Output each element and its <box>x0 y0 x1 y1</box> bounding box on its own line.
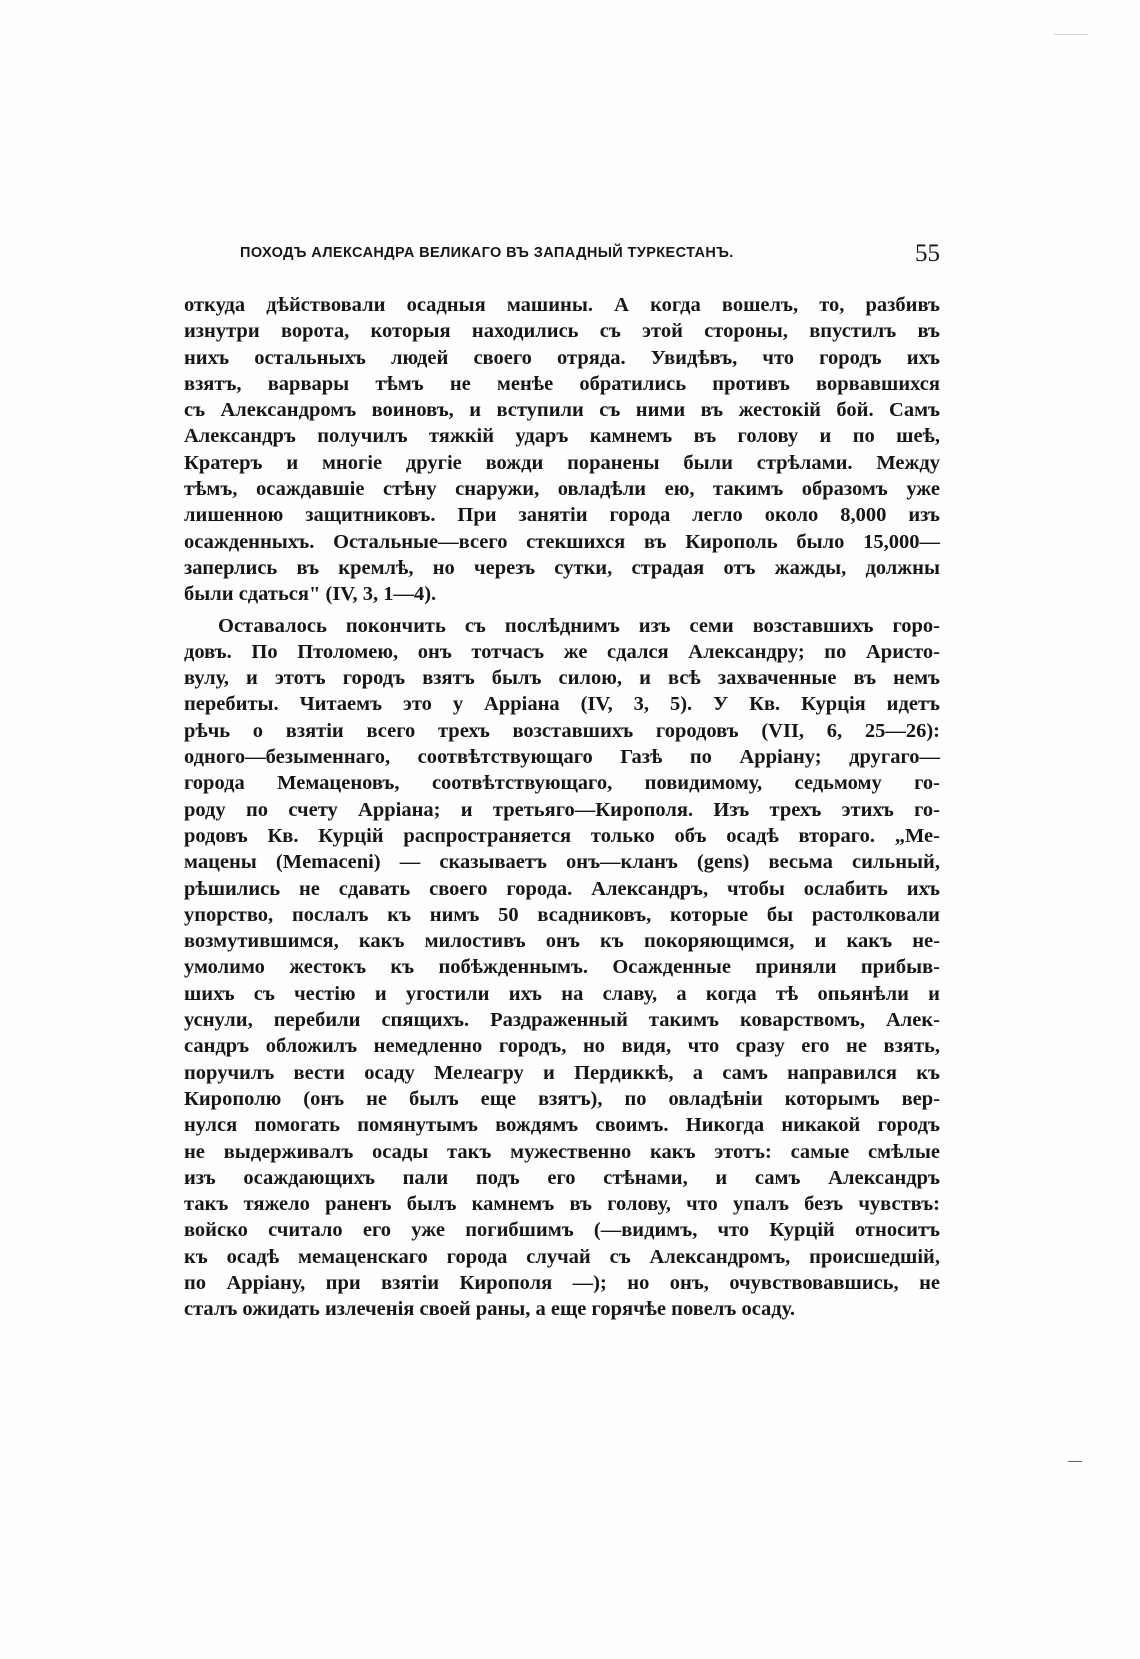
text-line: уснули, перебили спящихъ. Раздраженный такимъ коварствомъ, Алек- <box>184 1009 940 1032</box>
text-line: Кратеръ и многіе другіе вожди поранены были стрѣлами. Между <box>184 451 940 474</box>
text-line: возмутившимся, какъ милостивъ онъ къ покоряющимся, и какъ не- <box>184 930 940 953</box>
text-line: съ Александромъ воиновъ, и вступили съ ними въ жестокій бой. Самъ <box>184 399 940 422</box>
text-line: тѣмъ, осаждавшіе стѣну снаружи, овладѣли ею, такимъ образомъ уже <box>184 478 940 501</box>
text-line: лишенною защитниковъ. При занятіи города легло около 8,000 изъ <box>184 504 940 527</box>
text-line: одного—безыменнаго, соотвѣтствующаго Газѣ по Арріану; другаго— <box>184 746 940 769</box>
text-line: рѣшились не сдавать своего города. Александръ, чтобы ослабить ихъ <box>184 877 940 900</box>
text-line: упорство, послалъ къ нимъ 50 всадниковъ, которые бы растолковали <box>184 903 940 926</box>
text-line: сандръ обложилъ немедленно городъ, но видя, что сразу его не взять, <box>184 1035 940 1058</box>
text-line: шихъ съ честію и угостили ихъ на славу, а когда тѣ опьянѣли и <box>184 982 940 1005</box>
text-line: осажденныхъ. Остальные—всего стекшихся въ Кирополь было 15,000— <box>184 530 940 553</box>
text-line: рѣчь о взятіи всего трехъ возставшихъ городовъ (VII, 6, 25—26): <box>184 719 940 742</box>
text-line: перебиты. Читаемъ это у Арріана (IV, 3, 5). У Кв. Курція идетъ <box>184 693 940 716</box>
text-line: Александръ получилъ тяжкій ударъ камнемъ въ голову и по шеѣ, <box>184 425 940 448</box>
text-line: Оставалось покончить съ послѣднимъ изъ семи возставшихъ горо- <box>218 614 940 637</box>
text-line: нулся помогать помянутымъ вождямъ своимъ. Никогда никакой городъ <box>184 1114 940 1137</box>
text-line: нихъ остальныхъ людей своего отряда. Увидѣвъ, что городъ ихъ <box>184 346 940 369</box>
body-text <box>184 292 940 1328</box>
text-line: города Мемаценовъ, соотвѣтствующаго, повидимому, седьмому го- <box>184 772 940 795</box>
scan-edge-mark <box>1054 34 1088 35</box>
text-line: къ осадѣ мемаценскаго города случай съ Александромъ, происшедшій, <box>184 1245 940 1268</box>
text-line: изъ осаждающихъ пали подъ его стѣнами, и самъ Александръ <box>184 1166 940 1189</box>
text-line: были сдаться" (IV, 3, 1—4). <box>184 583 437 606</box>
text-line: по Арріану, при взятіи Кирополя —); но онъ, очувствовавшись, не <box>184 1271 940 1294</box>
text-line: довъ. По Птоломею, онъ тотчасъ же сдался Александру; по Аристо- <box>184 640 940 663</box>
paragraph <box>184 292 940 608</box>
text-line: вулу, и этотъ городъ взятъ былъ силою, и всѣ захваченные въ немъ <box>184 667 940 690</box>
margin-mark: — <box>1068 1452 1082 1468</box>
text-line: Кирополю (онъ не былъ еще взятъ), по овладѣніи которымъ вер- <box>184 1087 940 1110</box>
text-line: сталъ ожидать излеченія своей раны, а еще горячѣе повелъ осаду. <box>184 1298 795 1321</box>
text-line: умолимо жестокъ къ побѣжденнымъ. Осажденные приняли прибыв- <box>184 956 940 979</box>
page-header <box>240 241 940 271</box>
text-line: такъ тяжело раненъ былъ камнемъ въ голову, что упалъ безъ чувствъ: <box>184 1193 940 1216</box>
text-line: откуда дѣйствовали осадныя машины. А когда вошелъ, то, разбивъ <box>184 294 940 316</box>
text-line: мацены (Memaceni) — сказываетъ онъ—кланъ (gens) весьма сильный, <box>184 851 940 874</box>
page-number: 55 <box>915 240 940 267</box>
text-line: заперлись въ кремлѣ, но черезъ сутки, страдая отъ жажды, должны <box>184 556 940 579</box>
text-line: поручилъ вести осаду Мелеагру и Пердиккѣ, а самъ направился къ <box>184 1061 940 1084</box>
text-line: родовъ Кв. Курцій распространяется только объ осадѣ втораго. „Ме- <box>184 824 940 847</box>
text-line: не выдерживалъ осады такъ мужественно какъ этотъ: самые смѣлые <box>184 1140 940 1163</box>
text-line: изнутри ворота, которыя находились съ этой стороны, впустилъ въ <box>184 320 940 343</box>
running-head: ПОХОДЪ АЛЕКСАНДРА ВЕЛИКАГО ВЪ ЗАПАДНЫЙ ТУРКЕСТАНЪ. <box>240 245 734 261</box>
text-line: роду по счету Арріана; и третьяго—Кирополя. Изъ трехъ этихъ го- <box>184 798 940 821</box>
text-line: войско считало его уже погибшимъ (—видимъ, что Курцій относитъ <box>184 1219 940 1242</box>
text-line: взятъ, варвары тѣмъ не менѣе обратились противъ ворвавшихся <box>184 372 940 395</box>
paragraph <box>184 613 940 1323</box>
